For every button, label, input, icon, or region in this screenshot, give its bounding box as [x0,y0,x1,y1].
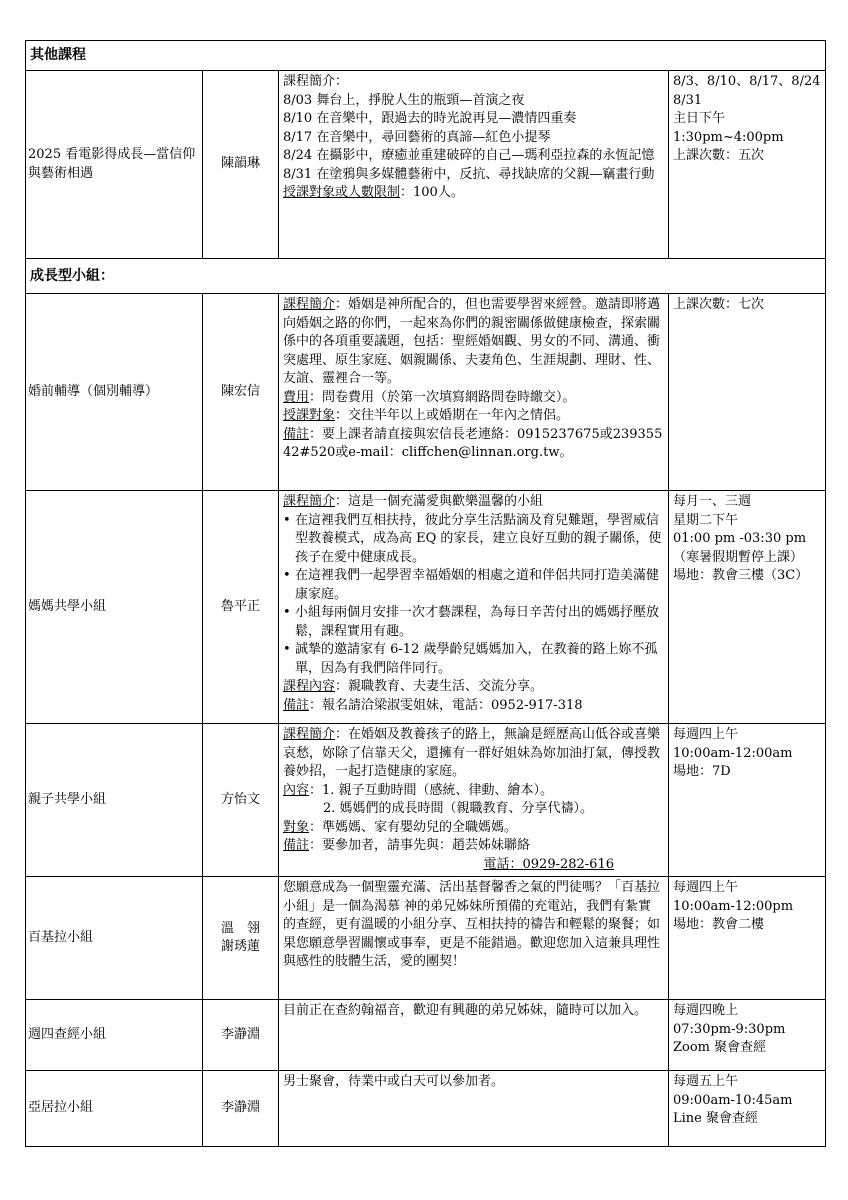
section-title-growth: 成長型小組： [26,259,826,294]
section-row-other [26,41,826,71]
course-name: 亞居拉小組 [26,1071,203,1147]
course-leader: 李瀞淵 [203,1000,279,1071]
course-schedule [669,1071,826,1147]
schedule-line: 每週五上午 [673,1074,739,1089]
course-name: 百基拉小組 [26,877,203,1000]
section-title-other: 其他課程 [26,41,826,71]
course-row-premarital [26,294,826,491]
course-leader: 溫 翎 謝琇蓮 [203,877,279,1000]
schedule-line: 1:30pm~4:00pm [673,129,784,145]
course-description: 課程簡介：婚姻是神所配合的，但也需要學習來經營。邀請即將邁向婚姻之路的你們，一起來為你們的親密關係做健康檢查，探索關係中的各項重要議題，包括：聖經婚姻觀、男女的不同、溝通、衝突處理、原生家庭、姻親關係、夫妻角色、生涯規劃、理財、性、友誼、靈裡合一等。 費用：問卷費用（於第一次填寫網路問卷時繳交）。 授課對象：交往半年以上或婚期在一年內之情侶。 備註：要上課者請直接與宏信長老連絡：0915237675或23935542#520或e-mail：cliffchen@linnan.org.tw。 [279,294,669,491]
course-description: 目前正在查約翰福音，歡迎有興趣的弟兄姊妹，隨時可以加入。 [279,1000,669,1071]
session-item: 8/17 在音樂中，尋回藝術的真諦—紅色小提琴 [283,129,551,145]
schedule-line: 07:30pm-9:30pm [673,1021,786,1037]
schedule-line: Line 聚會查經 [673,1111,758,1126]
course-name: 2025 看電影得成長—當信仰與藝術相遇 [26,71,203,259]
target-label: 對象 [283,819,310,835]
target-label: 授課對象 [283,408,336,423]
schedule-line: 主日下午 [673,111,726,126]
schedule-line: 10:00am-12:00pm [673,898,794,914]
note-label: 備註 [283,426,310,442]
phone: 電話：0929-282-616 [483,856,614,872]
course-schedule [669,724,826,877]
course-name: 婚前輔導（個別輔導） [26,294,203,491]
bullet-item: • 在這裡我們一起學習幸福婚姻的相處之道和伴侶共同打造美滿健康家庭。 [283,568,660,602]
schedule-line: 每週四上午 [673,880,739,895]
content-label: 課程內容 [283,679,336,694]
schedule-line: 01:00 pm -03:30 pm [673,531,807,546]
course-leader: 陳韻琳 [203,71,279,259]
intro-label: 課程簡介： [283,74,349,89]
course-description: 課程簡介：這是一個充滿愛與歡樂溫馨的小組 • 在這裡我們互相扶持，彼此分享生活點滴及育兒難題，學習威信型教養模式，成為高 EQ 的家長，建立良好互動的親子關係，使孩子在愛中健康成長。 • 在這裡我們一起學習幸福婚姻的相處之道和伴侶共同打造美滿健康家庭。 • 小組每兩個月安排一次才藝課程，為每日辛苦付出的媽媽抒壓放鬆，課程實用有趣。 • 誠摯的邀請家有 6-12 歲學齡兒媽媽加入，在教養的路上妳不孤單，因為有我們陪伴同行。 課程內容：親職教育、夫妻生活、交流分享。 備註：報名請洽梁淑雯姐妹，電話：0952-917-318 [279,491,669,724]
course-name: 週四查經小組 [26,1000,203,1071]
schedule-line: Zoom 聚會查經 [673,1040,767,1055]
session-item: 8/24 在攝影中，療癒並重建破碎的自己—瑪利亞拉森的永恆記憶 [283,148,655,163]
course-leader: 陳宏信 [203,294,279,491]
schedule-line: 每月一、三週 [673,494,752,509]
course-row-parentchild [26,724,826,877]
course-leader: 方怡文 [203,724,279,877]
content-label: 內容 [283,782,310,798]
fee-label: 費用 [283,389,310,405]
limit-line: 授課對象或人數限制：100人。 [283,185,464,200]
intro-label: 課程簡介 [283,297,336,312]
note-label: 備註 [283,838,310,853]
course-description: 課程簡介：在婚姻及教養孩子的路上，無論是經歷高山低谷或喜樂哀愁，妳除了信靠天父，還擁有一群好姐妹為妳加油打氣，傳授教養妙招，一起打造健康的家庭。 內容：1. 親子互動時間（感統、律動、繪本）。 2. 媽媽們的成長時間（親職教育、分享代禱）。 對象：準媽媽、家有嬰幼兒的全職媽媽。 備註：要參加者，請事先與：趙芸姊妹聯絡 電話：0929-282-616 [279,724,669,877]
schedule-line: 每週四晚上 [673,1003,739,1018]
session-item: 8/03 舞台上，掙脫人生的瓶頸—首演之夜 [283,92,525,108]
course-row-film [26,71,826,259]
bullet-item: • 誠摯的邀請家有 6-12 歲學齡兒媽媽加入，在教養的路上妳不孤單，因為有我們陪伴同行。 [283,642,658,676]
course-leader: 李瀞淵 [203,1071,279,1147]
intro-label: 課程簡介 [283,494,336,509]
session-item: 8/31 在塗鴉與多媒體藝術中，反抗、尋找缺席的父親—竊畫行動 [283,166,655,182]
schedule-line: 8/31 [673,92,703,108]
course-schedule [669,294,826,491]
schedule-line: 場地：7D [673,764,731,779]
session-item: 8/10 在音樂中，跟過去的時光說再見—濃情四重奏 [283,111,577,126]
course-row-bakira [26,877,826,1000]
course-schedule [669,71,826,259]
course-description: 您願意成為一個聖靈充滿、活出基督馨香之氣的門徒嗎？「百基拉小組」是一個為渴慕 神的弟兄姊妹所預備的充電站，我們有紮實的查經，更有溫暖的小組分享、互相扶持的禱告和輕鬆的聚餐；如果您願意學習關懷或事奉，更是不能錯過。歡迎您加入這兼具理性與感性的肢體生活，愛的團契！ [279,877,669,1000]
course-table [25,40,826,1147]
course-description [279,71,669,259]
section-row-growth [26,259,826,294]
course-name: 媽媽共學小組 [26,491,203,724]
course-row-thursday [26,1000,826,1071]
schedule-line: 上課次數：五次 [673,148,765,163]
course-row-aquila [26,1071,826,1147]
schedule-line: 10:00am-12:00am [673,745,793,761]
course-description: 男士聚會，待業中或白天可以參加者。 [279,1071,669,1147]
bullet-item: • 小組每兩個月安排一次才藝課程，為每日辛苦付出的媽媽抒壓放鬆，課程實用有趣。 [283,605,660,639]
course-schedule [669,491,826,724]
schedule-line: 場地：教會二樓 [673,917,765,932]
schedule-line: 每週四上午 [673,727,739,742]
schedule-line: （寒暑假期暫停上課） [673,549,804,565]
schedule-line: 09:00am-10:45am [673,1092,793,1108]
note-label: 備註 [283,697,310,713]
schedule-line: 場地：教會三樓（3C） [673,568,809,583]
course-name: 親子共學小組 [26,724,203,877]
course-schedule [669,877,826,1000]
schedule-line: 8/3、8/10、8/17、8/24 [673,74,821,89]
schedule-line: 上課次數：七次 [673,297,765,312]
course-leader: 魯平正 [203,491,279,724]
course-row-moms [26,491,826,724]
schedule-line: 星期二下午 [673,512,739,528]
course-schedule [669,1000,826,1071]
bullet-item: • 在這裡我們互相扶持，彼此分享生活點滴及育兒難題，學習威信型教養模式，成為高 EQ 的家長，建立良好互動的親子關係，使孩子在愛中健康成長。 [283,512,662,565]
intro-label: 課程簡介 [283,727,336,742]
